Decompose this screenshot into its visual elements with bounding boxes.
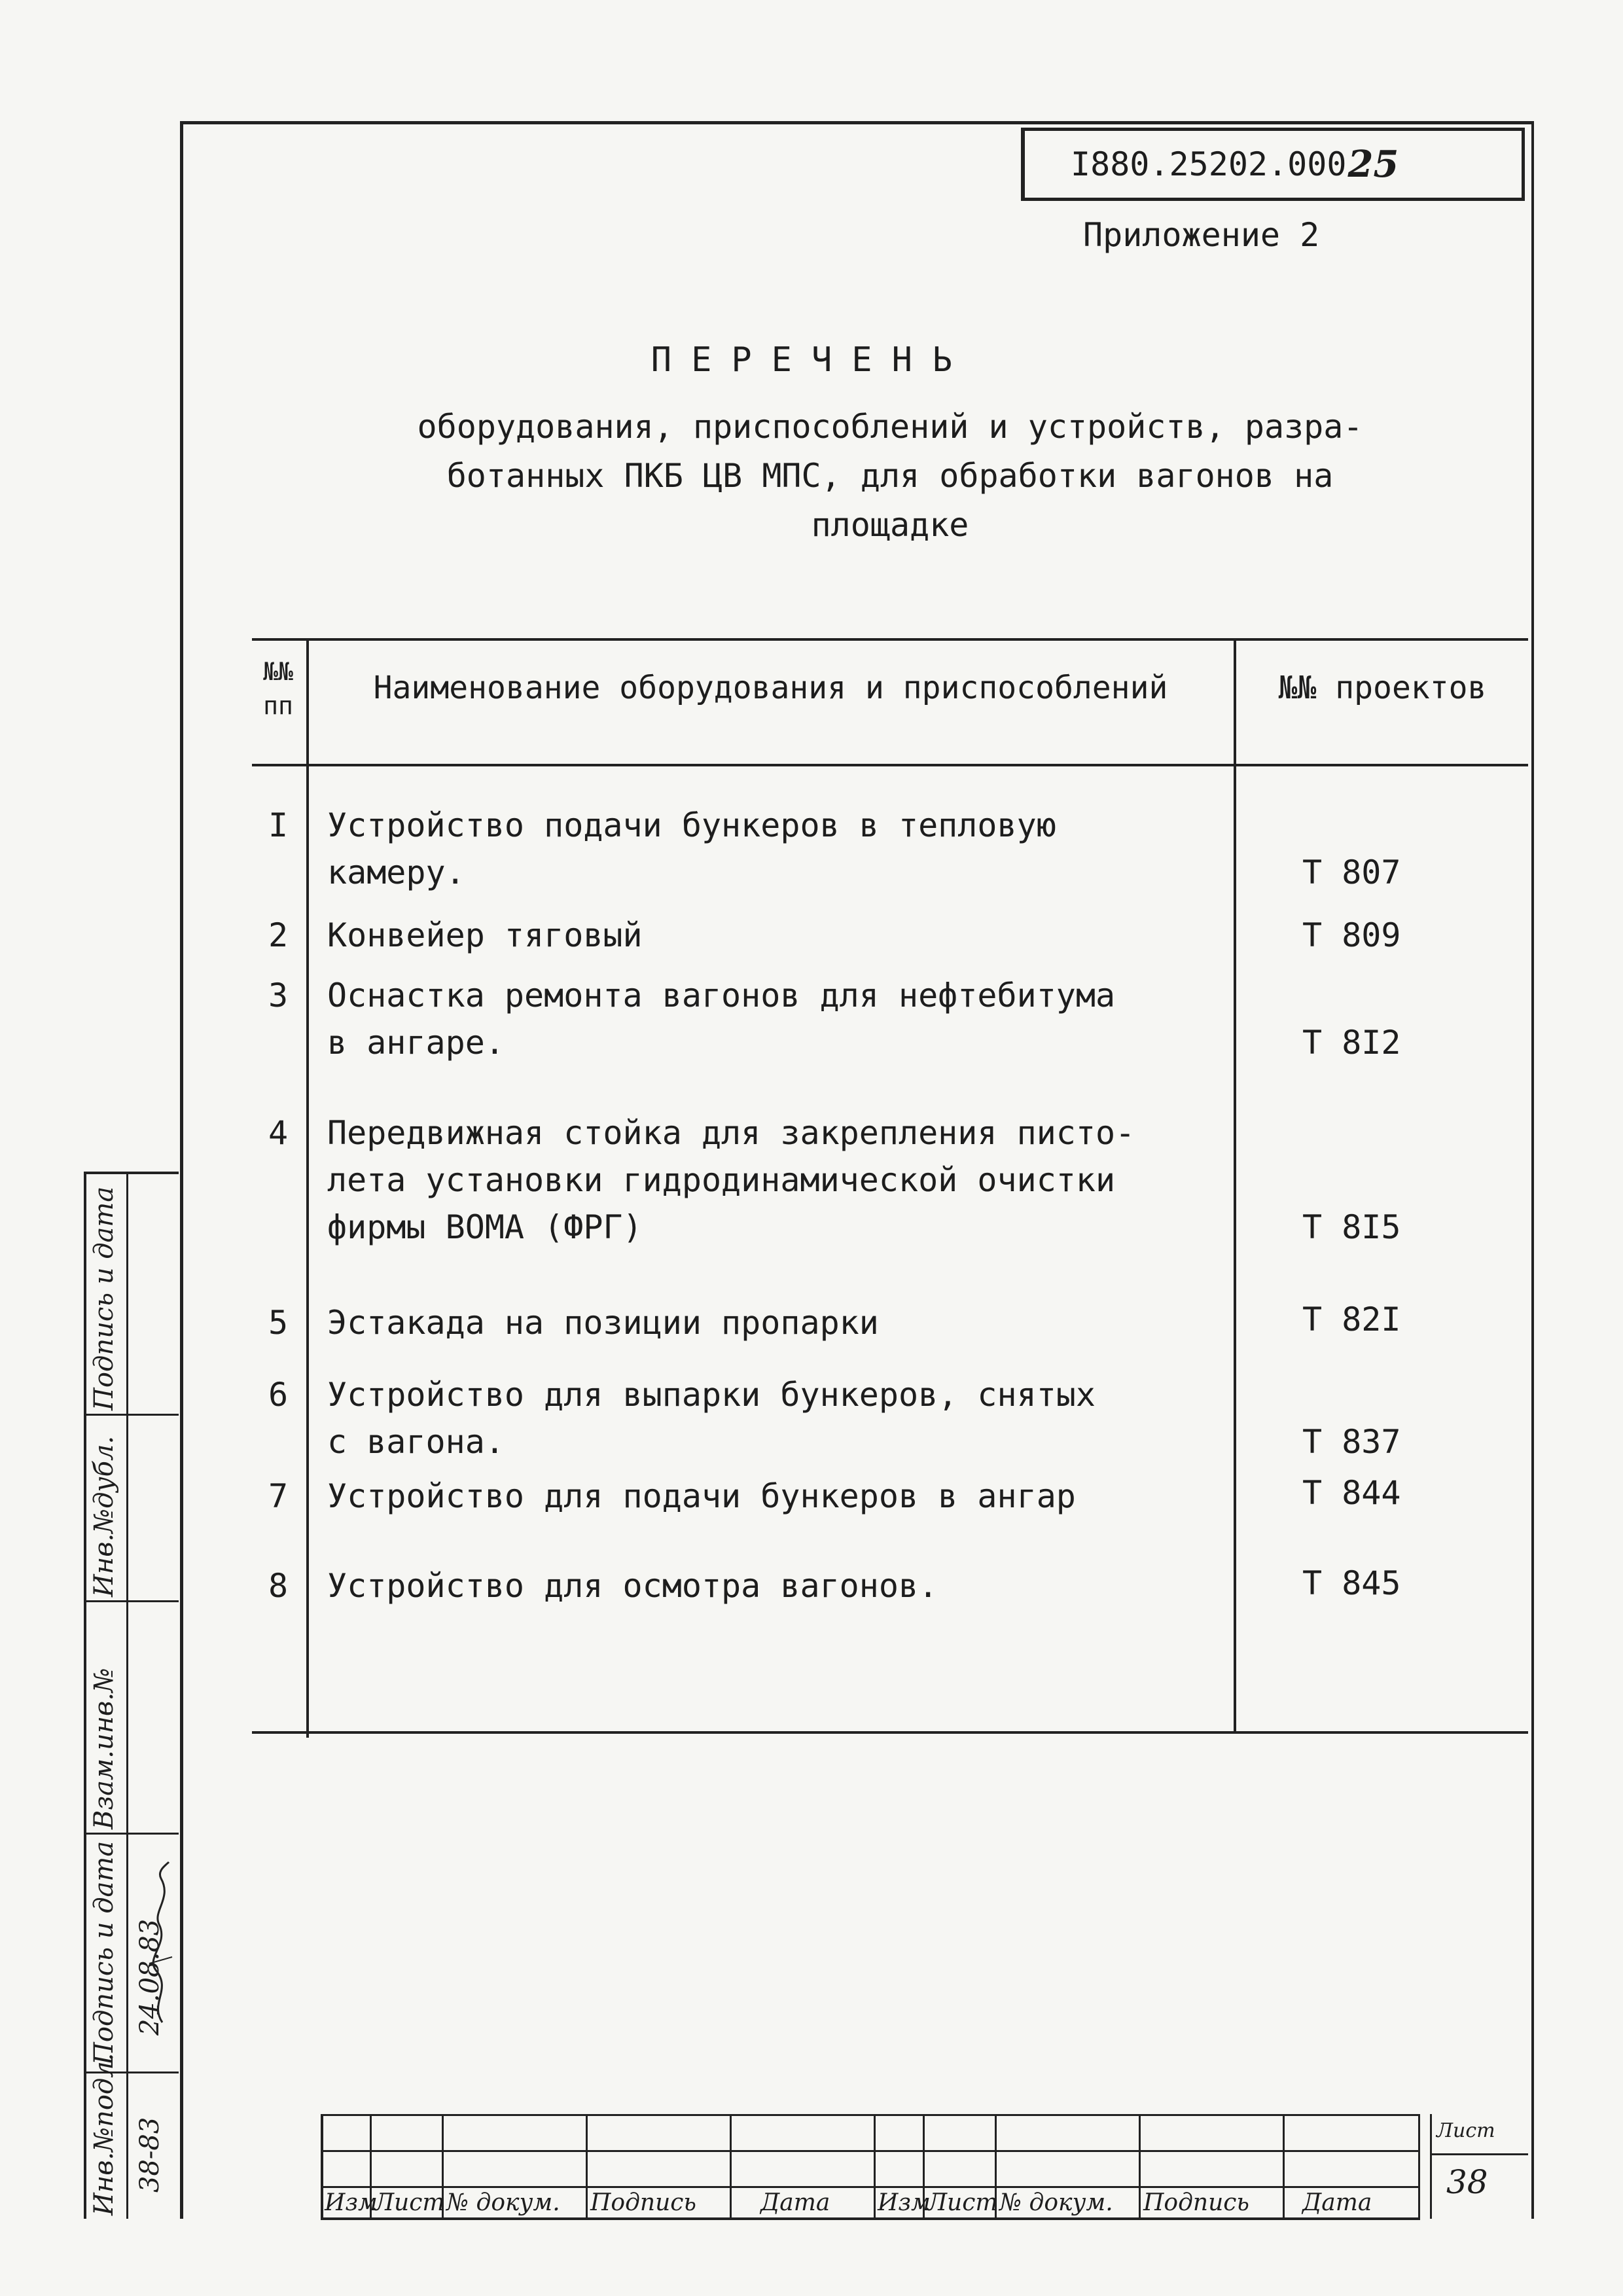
subtitle-line: ботанных ПКБ ЦВ МПС, для обработки вагонов на xyxy=(446,457,1334,495)
stamp-label: Инв.№дубл. xyxy=(89,1435,119,1597)
row-project: Т 845 xyxy=(1302,1564,1401,1602)
document-number: I880.25202.000 xyxy=(1071,145,1347,183)
tb-label: № докум. xyxy=(999,2189,1113,2216)
row-num: 5 xyxy=(268,1304,289,1342)
subtitle-line: площадке xyxy=(811,506,969,544)
sheet-label: Лист xyxy=(1436,2119,1495,2142)
header-name: Наименование оборудования и приспособлений xyxy=(373,670,1168,706)
tb-label: Изм xyxy=(325,2189,378,2216)
title-block xyxy=(321,2114,1420,2219)
table-col-rule-1 xyxy=(306,638,309,1738)
page-subtitle xyxy=(366,403,1414,550)
tb-label: № докум. xyxy=(446,2189,560,2216)
stamp-value: 24.08.83 xyxy=(135,1918,165,2036)
sheet-number: 38 xyxy=(1446,2163,1488,2201)
sheet-box-rule xyxy=(1430,2153,1528,2155)
tb-label: Подпись xyxy=(1143,2189,1250,2216)
signature-drawing xyxy=(143,1859,179,2029)
row-num: 4 xyxy=(268,1114,289,1152)
tb-label: Лист xyxy=(927,2189,998,2216)
row-name: Устройство для выпарки бункеров, снятых с вагона. xyxy=(327,1376,1096,1461)
row-name: Устройство подачи бункеров в тепловую камеру. xyxy=(327,806,1056,891)
row-num: 8 xyxy=(268,1567,289,1605)
row-name: Передвижная стойка для закрепления писто- лета установки гидродинамической очистки фирмы ВОМА (ФРГ) xyxy=(327,1114,1135,1246)
stamp-label: Инв.№подл. xyxy=(89,2053,119,2215)
stamp-label: Подпись и дата xyxy=(89,1840,119,2065)
equipment-table xyxy=(252,638,1528,1738)
header-project: №№ проектов xyxy=(1278,670,1487,706)
stamp-rule xyxy=(84,1600,179,1602)
tb-label: Подпись xyxy=(590,2189,697,2216)
tb-rule xyxy=(321,2114,1420,2116)
tb-rule xyxy=(321,2150,1420,2152)
row-name: Устройство для осмотра вагонов. xyxy=(327,1567,938,1605)
row-num: 2 xyxy=(268,916,289,954)
row-name: Оснастка ремонта вагонов для нефтебитума в ангаре. xyxy=(327,977,1116,1062)
stamp-rule xyxy=(84,1172,179,1174)
stamp-rule xyxy=(84,1172,86,2219)
stamp-label: Взам.инв.№ xyxy=(89,1668,119,1829)
tb-rule xyxy=(1139,2114,1141,2219)
stamp-rule xyxy=(126,1172,128,2219)
side-stamp xyxy=(84,1172,179,2219)
row-name: Устройство для подачи бункеров в ангар xyxy=(327,1477,1076,1515)
row-num: 6 xyxy=(268,1376,289,1414)
stamp-rule xyxy=(84,1833,179,1835)
table-bottom-rule xyxy=(252,1731,1528,1734)
row-project: Т 8I2 xyxy=(1302,1024,1401,1062)
row-project: Т 82I xyxy=(1302,1300,1401,1338)
tb-rule xyxy=(321,2186,1420,2188)
subtitle-line: оборудования, приспособлений и устройств, разра- xyxy=(417,408,1363,446)
tb-rule xyxy=(874,2114,876,2219)
document-number-handwritten: 25 xyxy=(1347,143,1399,186)
tb-label: Дата xyxy=(760,2189,830,2216)
stamp-label: Подпись и дата xyxy=(89,1186,119,1410)
row-num: 7 xyxy=(268,1477,289,1515)
tb-rule xyxy=(1418,2114,1420,2219)
row-project: Т 837 xyxy=(1302,1423,1401,1461)
tb-rule xyxy=(321,2114,323,2219)
header-num: №№ пп xyxy=(263,657,293,720)
row-num: I xyxy=(268,806,289,844)
tb-rule xyxy=(1283,2114,1285,2219)
tb-rule xyxy=(321,2217,1420,2220)
document-number-box xyxy=(1021,128,1525,201)
stamp-rule xyxy=(84,1414,179,1416)
row-name: Эстакада на позиции пропарки xyxy=(327,1304,879,1342)
page-title: ПЕРЕЧЕНЬ xyxy=(651,340,972,380)
table-header-rule xyxy=(252,764,1528,766)
row-name: Конвейер тяговый xyxy=(327,916,643,954)
table-col-rule-2 xyxy=(1234,638,1236,1731)
tb-label: Дата xyxy=(1302,2189,1372,2216)
row-project: Т 807 xyxy=(1302,853,1401,891)
appendix-label: Приложение 2 xyxy=(1083,216,1320,254)
tb-rule xyxy=(586,2114,588,2219)
sheet-box-rule xyxy=(1430,2114,1432,2219)
row-num: 3 xyxy=(268,977,289,1014)
row-project: Т 8I5 xyxy=(1302,1208,1401,1246)
stamp-value: 38-83 xyxy=(135,2117,165,2193)
tb-rule xyxy=(730,2114,732,2219)
tb-label: Изм xyxy=(878,2189,931,2216)
row-project: Т 809 xyxy=(1302,916,1401,954)
tb-label: Лист xyxy=(374,2189,445,2216)
row-project: Т 844 xyxy=(1302,1474,1401,1512)
table-top-rule xyxy=(252,638,1528,641)
